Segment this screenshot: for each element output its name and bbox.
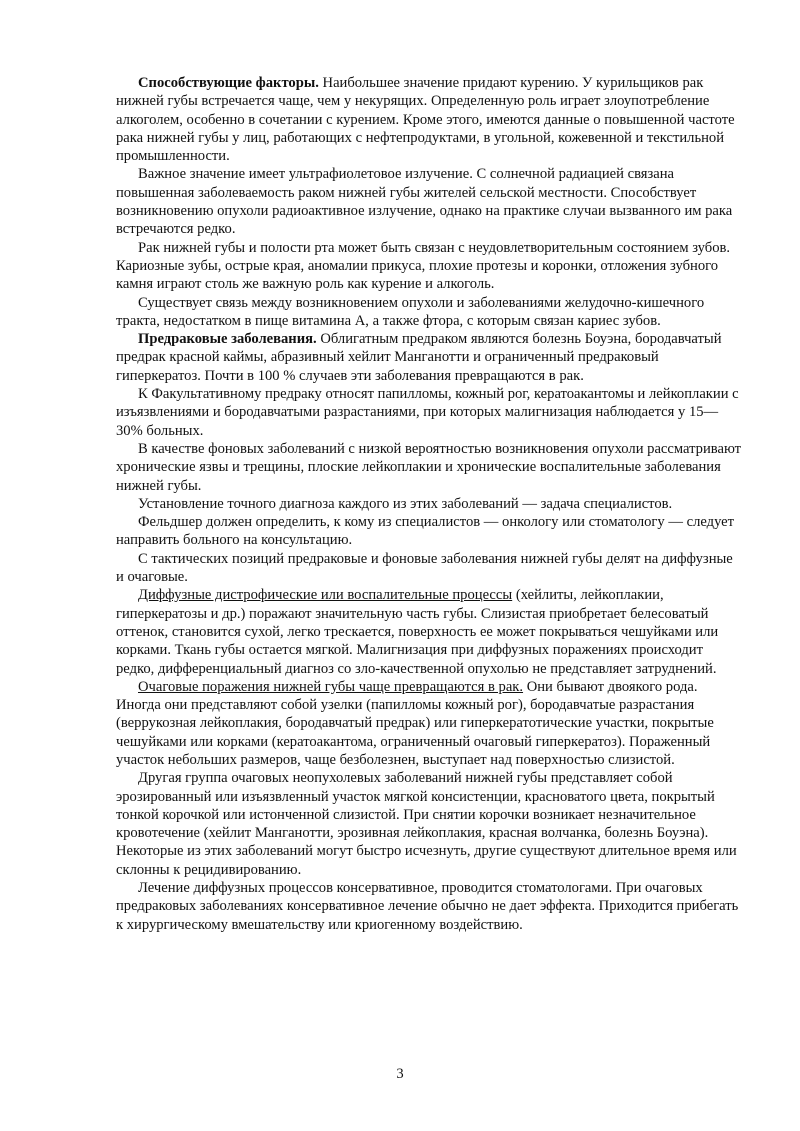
paragraph-uv-radiation: Важное значение имеет ультрафиолетовое излучение. С солнечной радиацией связана повышенная заболеваемость раком нижней губы жителей сельской местности. Способствует возникновению опухоли радиоактивное излучение, однако на практике случаи вызванного им рака встречаются редко.	[116, 166, 733, 238]
paragraph-text: Облигатным предраком являются болезнь Боуэна, бородавчатый предрак красной каймы, абразивный хейлит Манганотти и ограниченный предраковый гиперкератоз. Почти в 100 % случаев эти заболевания превращаются в рак.	[116, 331, 722, 384]
underlined-focal-lesions: Очаговые поражения нижней губы чаще превращаются в рак.	[138, 678, 524, 695]
paragraph-text: Наибольшее значение придают курению. У курильщиков рак нижней губы встречается чаще, чем у некурящих. Определенную роль играет злоупотребление алкоголем, особенно в сочетании с курением. Кроме этого, имеются данные о повышенной частоте рака нижней губы у лиц, работающих с нефтепродуктами, в угольной, кожевенной и текстильной промышленности.	[116, 75, 735, 165]
paragraph-tactical: С тактических позиций предраковые и фоновые заболевания нижней губы делят на диффузные и очаговые.	[116, 550, 733, 586]
paragraph-text: (хейлиты, лейкоплакии, гиперкератозы и др.) поражают значительную часть губы. Слизистая приобретает белесоватый оттенок, становится сухой, легко трескается, поверхность ее может покрываться чешуйками или корками. Ткань губы остается мягкой. Малигнизация при диффузных поражениях происходит редко, дифференциальный диагноз со зло-качественной опухолью не представляет затруднений.	[116, 587, 719, 677]
paragraph-focal	[116, 678, 742, 769]
paragraph-precancer	[116, 330, 742, 385]
paragraph-background-diseases: В качестве фоновых заболеваний с низкой вероятностью возникновения опухоли рассматривают хронические язвы и трещины, плоские лейкоплакии и хронические воспалительные заболевания нижней губы.	[116, 440, 742, 494]
heading-precancer: Предраковые заболевания.	[138, 331, 317, 348]
paragraph-facultative: К Факультативному предраку относят папилломы, кожный рог, кератоакантомы и лейкоплакии с изъязвлениями и бородавчатыми разрастаниями, при которых малигнизация наблюдается у 15—30% больных.	[116, 386, 739, 439]
paragraph-gi-tract: Существует связь между возникновением опухоли и заболеваниями желудочно-кишечного тракта, недостатком в пище витамина А, а также фтора, с которым связан кариес зубов.	[116, 294, 705, 329]
paragraph-other-group: Другая группа очаговых неопухолевых заболеваний нижней губы представляет собой эрозированный или изъязвленный участок мягкой консистенции, красноватого цвета, покрытый тонкой корочкой или истонченной слизистой. При снятии корочки возникает незначительное кровотечение (хейлит Манганотти, эрозивная лейкоплакия, красная волчанка, болезнь Боуэна). Некоторые из этих заболеваний могут быстро исчезнуть, другие существуют длительное время или склонны к рецидивированию.	[116, 770, 737, 878]
paragraph-diffuse	[116, 586, 742, 677]
underlined-diffuse-processes: Диффузные дистрофические или воспалительные процессы	[138, 587, 513, 604]
paragraph-teeth: Рак нижней губы и полости рта может быть связан с неудовлетворительным состоянием зубов. Кариозные зубы, острые края, аномалии прикуса, плохие протезы и коронки, отложения зубного камня играют столь же важную роль как курение и алкоголь.	[116, 239, 731, 293]
paragraph-contributing-factors	[116, 74, 742, 165]
paragraph-paramedic: Фельдшер должен определить, к кому из специалистов — онкологу или стоматологу — следует направить больного на консультацию.	[116, 514, 735, 549]
paragraph-treatment: Лечение диффузных процессов консервативное, проводится стоматологами. При очаговых предраковых заболеваниях консервативное лечение обычно не дает эффекта. Приходится прибегать к хирургическому вмешательству или криогенному воздействию.	[116, 880, 739, 933]
document-body	[116, 74, 742, 934]
page-number: 3	[396, 1066, 404, 1082]
paragraph-text: Они бывают двоякого рода. Иногда они представляют собой узелки (папилломы кожный рог), бородавчатые разрастания (веррукозная лейкоплакия, бородавчатый предрак) или гиперкератотические участки, покрытые чешуйками или корками (кератоакантома, ограниченный очаговый гиперкератоз). Пораженный участок небольших размеров, чаще безболезнен, выступает над поверхностью слизистой.	[116, 678, 714, 768]
heading-contributing-factors: Способствующие факторы.	[138, 75, 319, 91]
paragraph-diagnosis: Установление точного диагноза каждого из этих заболеваний — задача специалистов.	[138, 495, 673, 512]
